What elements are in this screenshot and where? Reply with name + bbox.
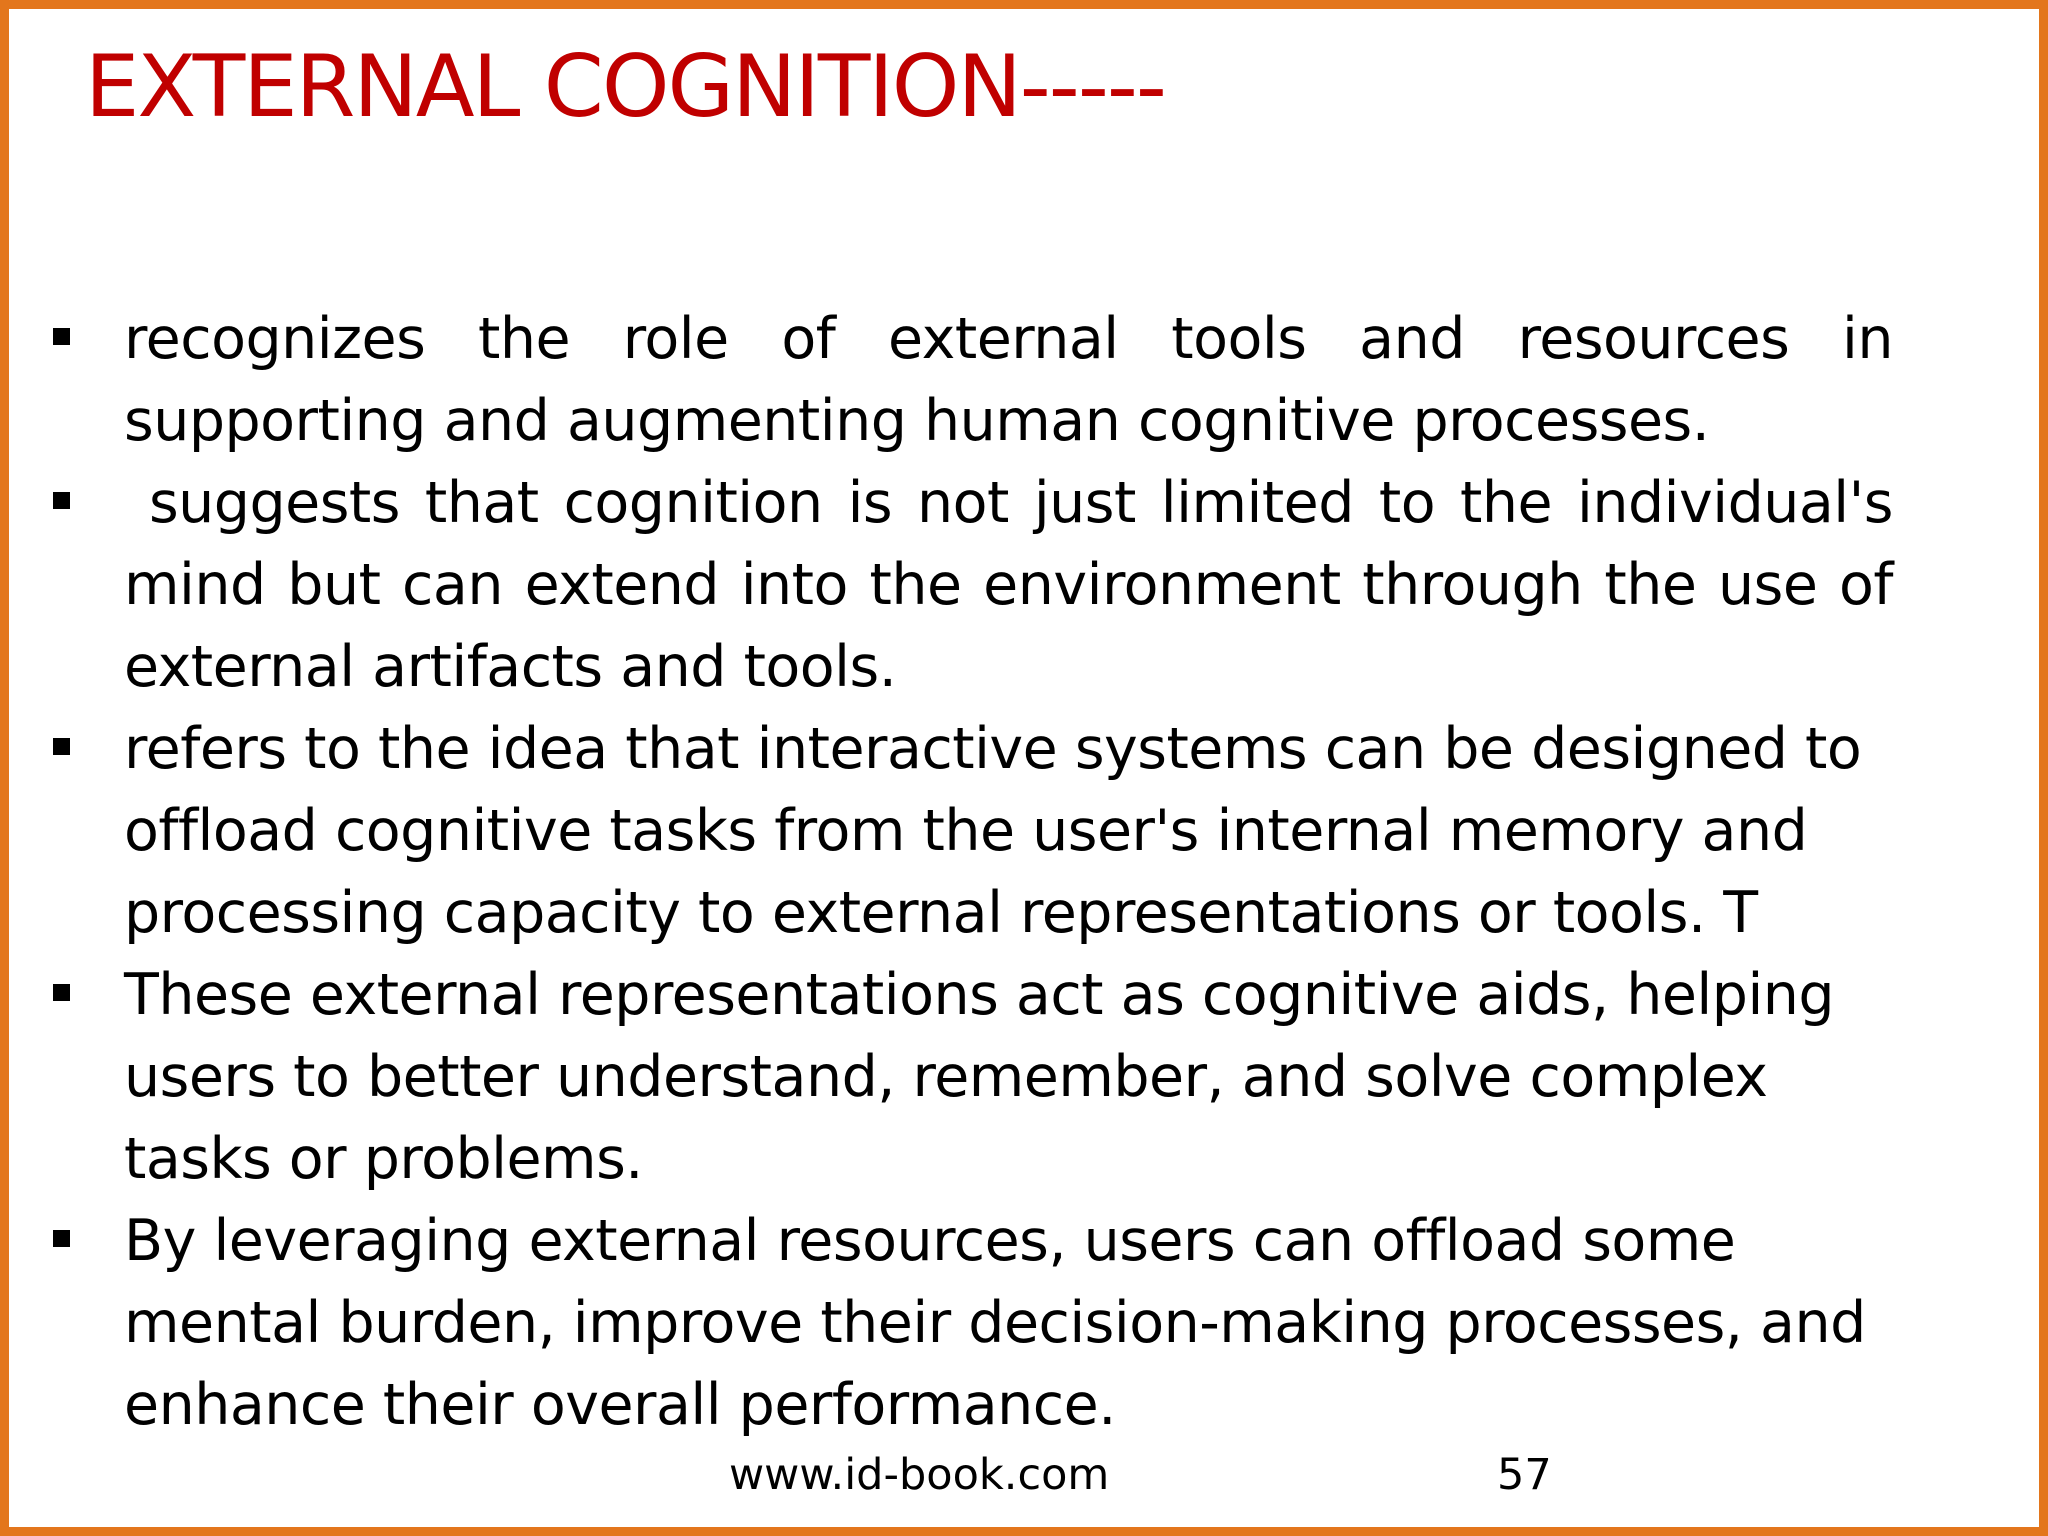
page-number: 57 <box>1497 1450 1552 1500</box>
bullet-text: refers to the idea that interactive systems can be designed to offload cognitive tasks from the user's internal memory and processing capacity to external representations or tools. T <box>124 716 1862 946</box>
bullet-text: recognizes the role of external tools and resources in supporting and augmenting human cognitive processes. <box>124 306 1893 454</box>
bullet-text: By leveraging external resources, users can offload some mental burden, improve their decision-making processes, and enhance their overall performance. <box>124 1208 1866 1438</box>
bullet-item <box>53 462 1911 708</box>
bullet-item <box>53 954 1893 1200</box>
bullet-list <box>53 298 1911 1446</box>
bullet-text: These external representations act as cognitive aids, helping users to better understand, remember, and solve complex tasks or problems. <box>124 962 1835 1192</box>
square-bullet-icon <box>53 328 70 345</box>
square-bullet-icon <box>53 984 70 1001</box>
square-bullet-icon <box>53 492 70 509</box>
square-bullet-icon <box>53 738 70 755</box>
bullet-text: suggests that cognition is not just limited to the individual's mind but can extend into the environment through the use of external artifacts and tools. <box>124 470 1911 700</box>
slide-title: EXTERNAL COGNITION----- <box>85 37 1165 137</box>
footer-url: www.id-book.com <box>729 1450 1110 1500</box>
bullet-item <box>53 298 1893 462</box>
square-bullet-icon <box>53 1230 70 1247</box>
bullet-item <box>53 708 1893 954</box>
bullet-item <box>53 1200 1893 1446</box>
